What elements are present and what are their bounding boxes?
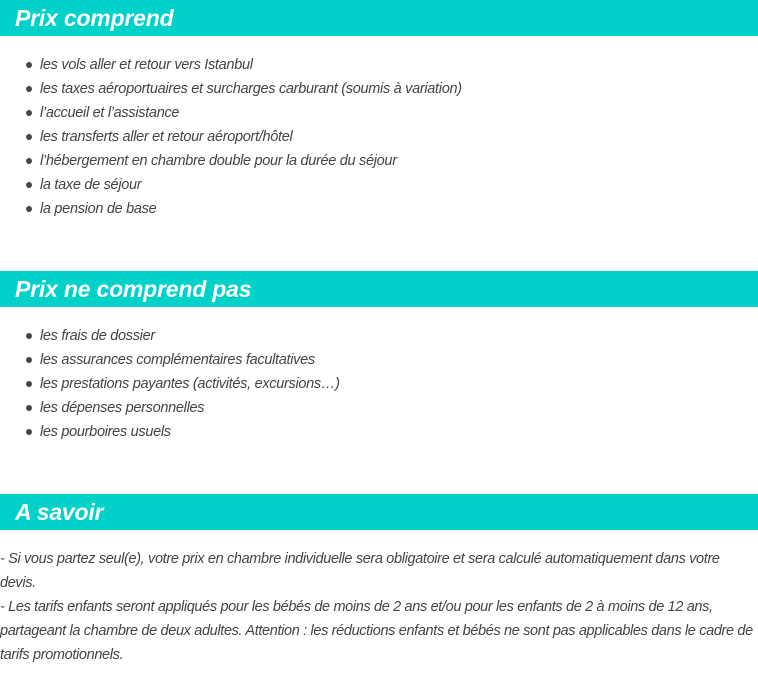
bullet-icon xyxy=(26,62,32,68)
section-header-prix-comprend xyxy=(0,0,758,36)
bullet-icon xyxy=(26,429,32,435)
list-item-text: les taxes aéroportuaires et surcharges carburant (soumis à variation) xyxy=(40,81,462,97)
list-item xyxy=(0,101,462,125)
list-item xyxy=(0,324,340,348)
list-item xyxy=(0,77,462,101)
bullet-icon xyxy=(26,206,32,212)
list-item-text: les vols aller et retour vers Istanbul xyxy=(40,57,253,73)
bullet-icon xyxy=(26,405,32,411)
section-header-a-savoir xyxy=(0,494,758,530)
section-title: Prix ne comprend pas xyxy=(15,276,252,302)
section-title: Prix comprend xyxy=(15,5,174,31)
list-item-text: la pension de base xyxy=(40,201,157,217)
bullet-icon xyxy=(26,158,32,164)
list-item-text: la taxe de séjour xyxy=(40,177,142,193)
list-item xyxy=(0,396,340,420)
list-item-text: les frais de dossier xyxy=(40,328,155,344)
list-item xyxy=(0,149,462,173)
bullet-icon xyxy=(26,134,32,140)
section-title: A savoir xyxy=(15,499,104,525)
bullet-icon xyxy=(26,357,32,363)
excluded-list xyxy=(0,324,340,444)
list-item-text: les pourboires usuels xyxy=(40,424,171,440)
list-item-text: l’accueil et l’assistance xyxy=(40,105,180,121)
bullet-icon xyxy=(26,86,32,92)
list-item xyxy=(0,372,340,396)
bullet-icon xyxy=(26,110,32,116)
list-item-text: les transferts aller et retour aéroport/hôtel xyxy=(40,129,293,145)
included-list xyxy=(0,53,462,221)
list-item-text: les assurances complémentaires facultatives xyxy=(40,352,315,368)
bullet-icon xyxy=(26,381,32,387)
list-item-text: les dépenses personnelles xyxy=(40,400,205,416)
section-header-prix-ne-comprend-pas xyxy=(0,271,758,307)
note-paragraph-child-rates: - Les tarifs enfants seront appliqués pour les bébés de moins de 2 ans et/ou pour les enfants de 2 à moins de 12 ans, partageant la chambre de deux adultes. Attention : les réductions enfants et bébés ne sont pas applicables dans le cadre de tarifs promotionnels. xyxy=(0,599,753,663)
info-notes xyxy=(0,547,758,667)
list-item-text: les prestations payantes (activités, excursions…) xyxy=(40,376,340,392)
list-item xyxy=(0,348,340,372)
list-item xyxy=(0,53,462,77)
list-item xyxy=(0,125,462,149)
note-paragraph-single-room: - Si vous partez seul(e), votre prix en chambre individuelle sera obligatoire et sera calculé automatiquement dans votre devis. xyxy=(0,551,720,591)
list-item xyxy=(0,420,340,444)
bullet-icon xyxy=(26,333,32,339)
list-item-text: l’hébergement en chambre double pour la durée du séjour xyxy=(40,153,397,169)
bullet-icon xyxy=(26,182,32,188)
list-item xyxy=(0,197,462,221)
list-item xyxy=(0,173,462,197)
